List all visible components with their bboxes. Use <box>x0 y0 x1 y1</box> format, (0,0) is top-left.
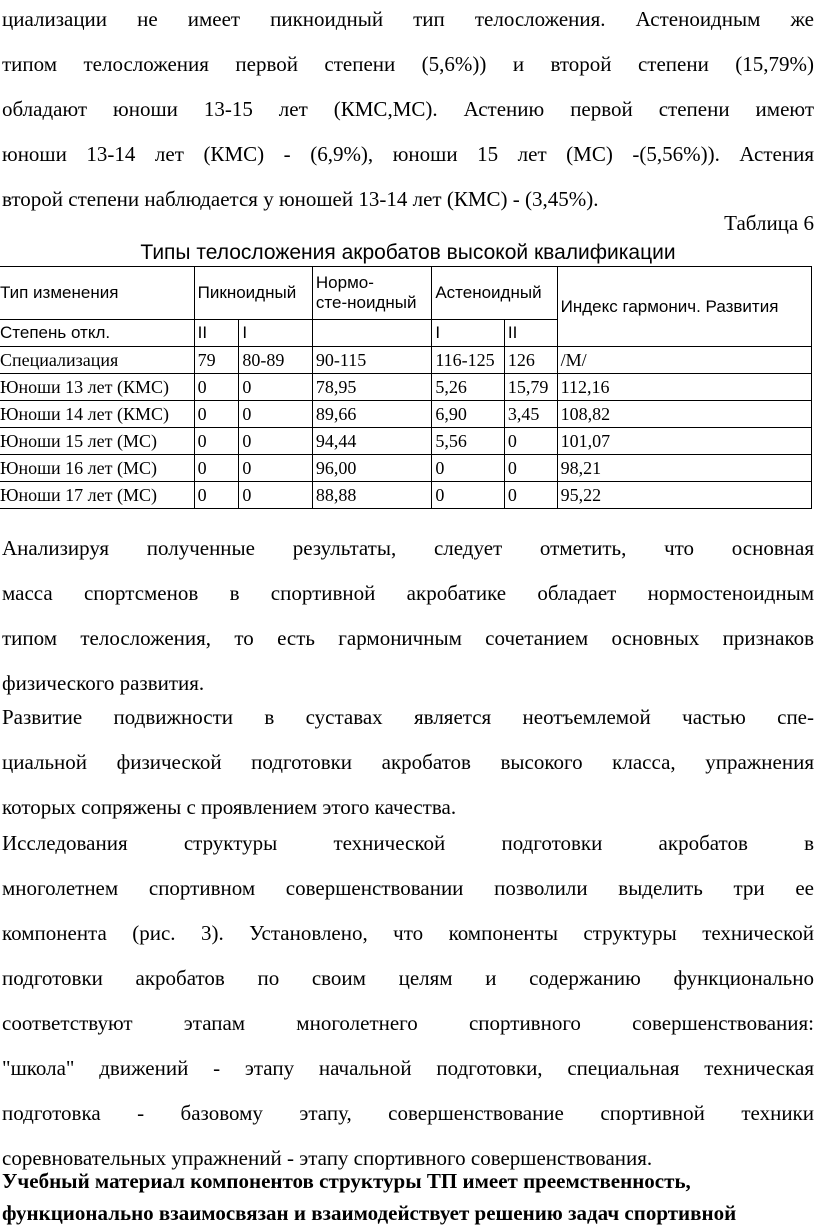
cell: 79 <box>194 347 239 374</box>
cell: 78,95 <box>312 374 431 401</box>
text-line: масса спортсменов в спортивной акробатике обладает нормостеноидным <box>2 581 814 605</box>
cell: 0 <box>194 401 239 428</box>
table-row <box>0 401 812 428</box>
paragraph-intro <box>2 0 814 222</box>
cell: 95,22 <box>557 482 811 509</box>
table-caption: Таблица 6 <box>724 211 814 235</box>
cell: I <box>432 320 505 347</box>
cell: 0 <box>432 455 505 482</box>
header-asthenoid: Астеноидный <box>432 267 557 320</box>
cell: /М/ <box>557 347 811 374</box>
cell: 90-115 <box>312 347 431 374</box>
cell: 116-125 <box>432 347 505 374</box>
paragraph-analysis <box>2 526 814 706</box>
table-row <box>0 428 812 455</box>
paragraph-research <box>2 821 814 1181</box>
text-line: Анализируя полученные результаты, следует отметить, что основная <box>2 536 814 560</box>
text-line: соревновательных упражнений - этапу спортивного совершенствования. <box>2 1146 653 1170</box>
cell: 3,45 <box>504 401 557 428</box>
cell: 15,79 <box>504 374 557 401</box>
cell: Юноши 17 лет (МС) <box>0 482 194 509</box>
cell: 0 <box>239 401 312 428</box>
bold-paragraph <box>2 1165 814 1229</box>
header-normosthenoid <box>312 267 431 320</box>
header-harmony-index: Индекс гармонич. Развития <box>557 267 811 347</box>
text-line: юноши 13-14 лет (КМС) - (6,9%), юноши 15 лет (МС) -(5,56%)). Астения <box>2 142 814 166</box>
cell: II <box>194 320 239 347</box>
text-line: соответствуют этапам многолетнего спортивного совершенствования: <box>2 1011 814 1035</box>
cell: 5,26 <box>432 374 505 401</box>
cell: 108,82 <box>557 401 811 428</box>
text-line: типом телосложения, то есть гармоничным сочетанием основных признаков <box>2 626 814 650</box>
text-line: типом телосложения первой степени (5,6%)) и второй степени (15,79%) <box>2 52 814 76</box>
body-type-table <box>0 266 812 509</box>
header-normo-line2: сте-ноидный <box>315 293 417 312</box>
text-line: физического развития. <box>2 671 205 695</box>
cell: 80-89 <box>239 347 312 374</box>
cell: I <box>239 320 312 347</box>
text-line: циальной физической подготовки акробатов высокого класса, упражнения <box>2 750 814 774</box>
cell: 0 <box>194 428 239 455</box>
cell: 112,16 <box>557 374 811 401</box>
table-title: Типы телосложения акробатов высокой квалификации <box>140 241 676 264</box>
cell: 0 <box>239 482 312 509</box>
cell: 0 <box>194 482 239 509</box>
cell: 0 <box>432 482 505 509</box>
cell: 0 <box>504 455 557 482</box>
paragraph-mobility <box>2 695 814 830</box>
cell: 0 <box>194 374 239 401</box>
cell: 0 <box>239 374 312 401</box>
cell: Юноши 14 лет (КМС) <box>0 401 194 428</box>
cell: 98,21 <box>557 455 811 482</box>
table-row <box>0 455 812 482</box>
cell: Юноши 13 лет (КМС) <box>0 374 194 401</box>
text-line: подготовки акробатов по своим целям и содержанию функционально <box>2 966 814 990</box>
header-type: Тип изменения <box>0 267 194 320</box>
cell <box>312 320 431 347</box>
cell: 5,56 <box>432 428 505 455</box>
cell: Юноши 15 лет (МС) <box>0 428 194 455</box>
cell: 88,88 <box>312 482 431 509</box>
text-line: подготовка - базовому этапу, совершенствование спортивной техники <box>2 1101 814 1125</box>
table-row <box>0 482 812 509</box>
text-line: обладают юноши 13-15 лет (КМС,МС). Астению первой степени имеют <box>2 97 814 121</box>
text-line: Развитие подвижности в суставах является неотъемлемой частью спе- <box>2 705 814 729</box>
cell: Юноши 16 лет (МС) <box>0 455 194 482</box>
table-row <box>0 374 812 401</box>
cell: 126 <box>504 347 557 374</box>
cell: 89,66 <box>312 401 431 428</box>
text-line: Исследования структуры технической подготовки акробатов в <box>2 831 814 855</box>
header-pyknoid: Пикноидный <box>194 267 312 320</box>
cell: 0 <box>239 455 312 482</box>
table-header-row <box>0 267 812 320</box>
cell: 101,07 <box>557 428 811 455</box>
cell: Специализация <box>0 347 194 374</box>
cell: 94,44 <box>312 428 431 455</box>
table-row <box>0 347 812 374</box>
text-line: многолетнем спортивном совершенствовании позволили выделить три ее <box>2 876 814 900</box>
cell: 0 <box>239 428 312 455</box>
cell: 96,00 <box>312 455 431 482</box>
text-line: которых сопряжены с проявлением этого качества. <box>2 795 457 819</box>
text-line: циализации не имеет пикноидный тип телосложения. Астеноидным же <box>2 7 814 31</box>
text-line: "школа" движений - этапу начальной подготовки, специальная техническая <box>2 1056 814 1080</box>
header-normo-line1: Нормо- <box>315 273 374 292</box>
text-line: компонента (рис. 3). Установлено, что компоненты структуры технической <box>2 921 814 945</box>
cell: Степень откл. <box>0 320 194 347</box>
cell: 0 <box>504 482 557 509</box>
cell: 0 <box>504 428 557 455</box>
cell: II <box>504 320 557 347</box>
text-line: второй степени наблюдается у юношей 13-14 лет (КМС) - (3,45%). <box>2 187 599 211</box>
bold-line: функционально взаимосвязан и взаимодействует решению задач спортивной <box>2 1201 737 1225</box>
cell: 0 <box>194 455 239 482</box>
cell: 6,90 <box>432 401 505 428</box>
bold-line: Учебный материал компонентов структуры ТП имеет преемственность, <box>2 1169 691 1193</box>
